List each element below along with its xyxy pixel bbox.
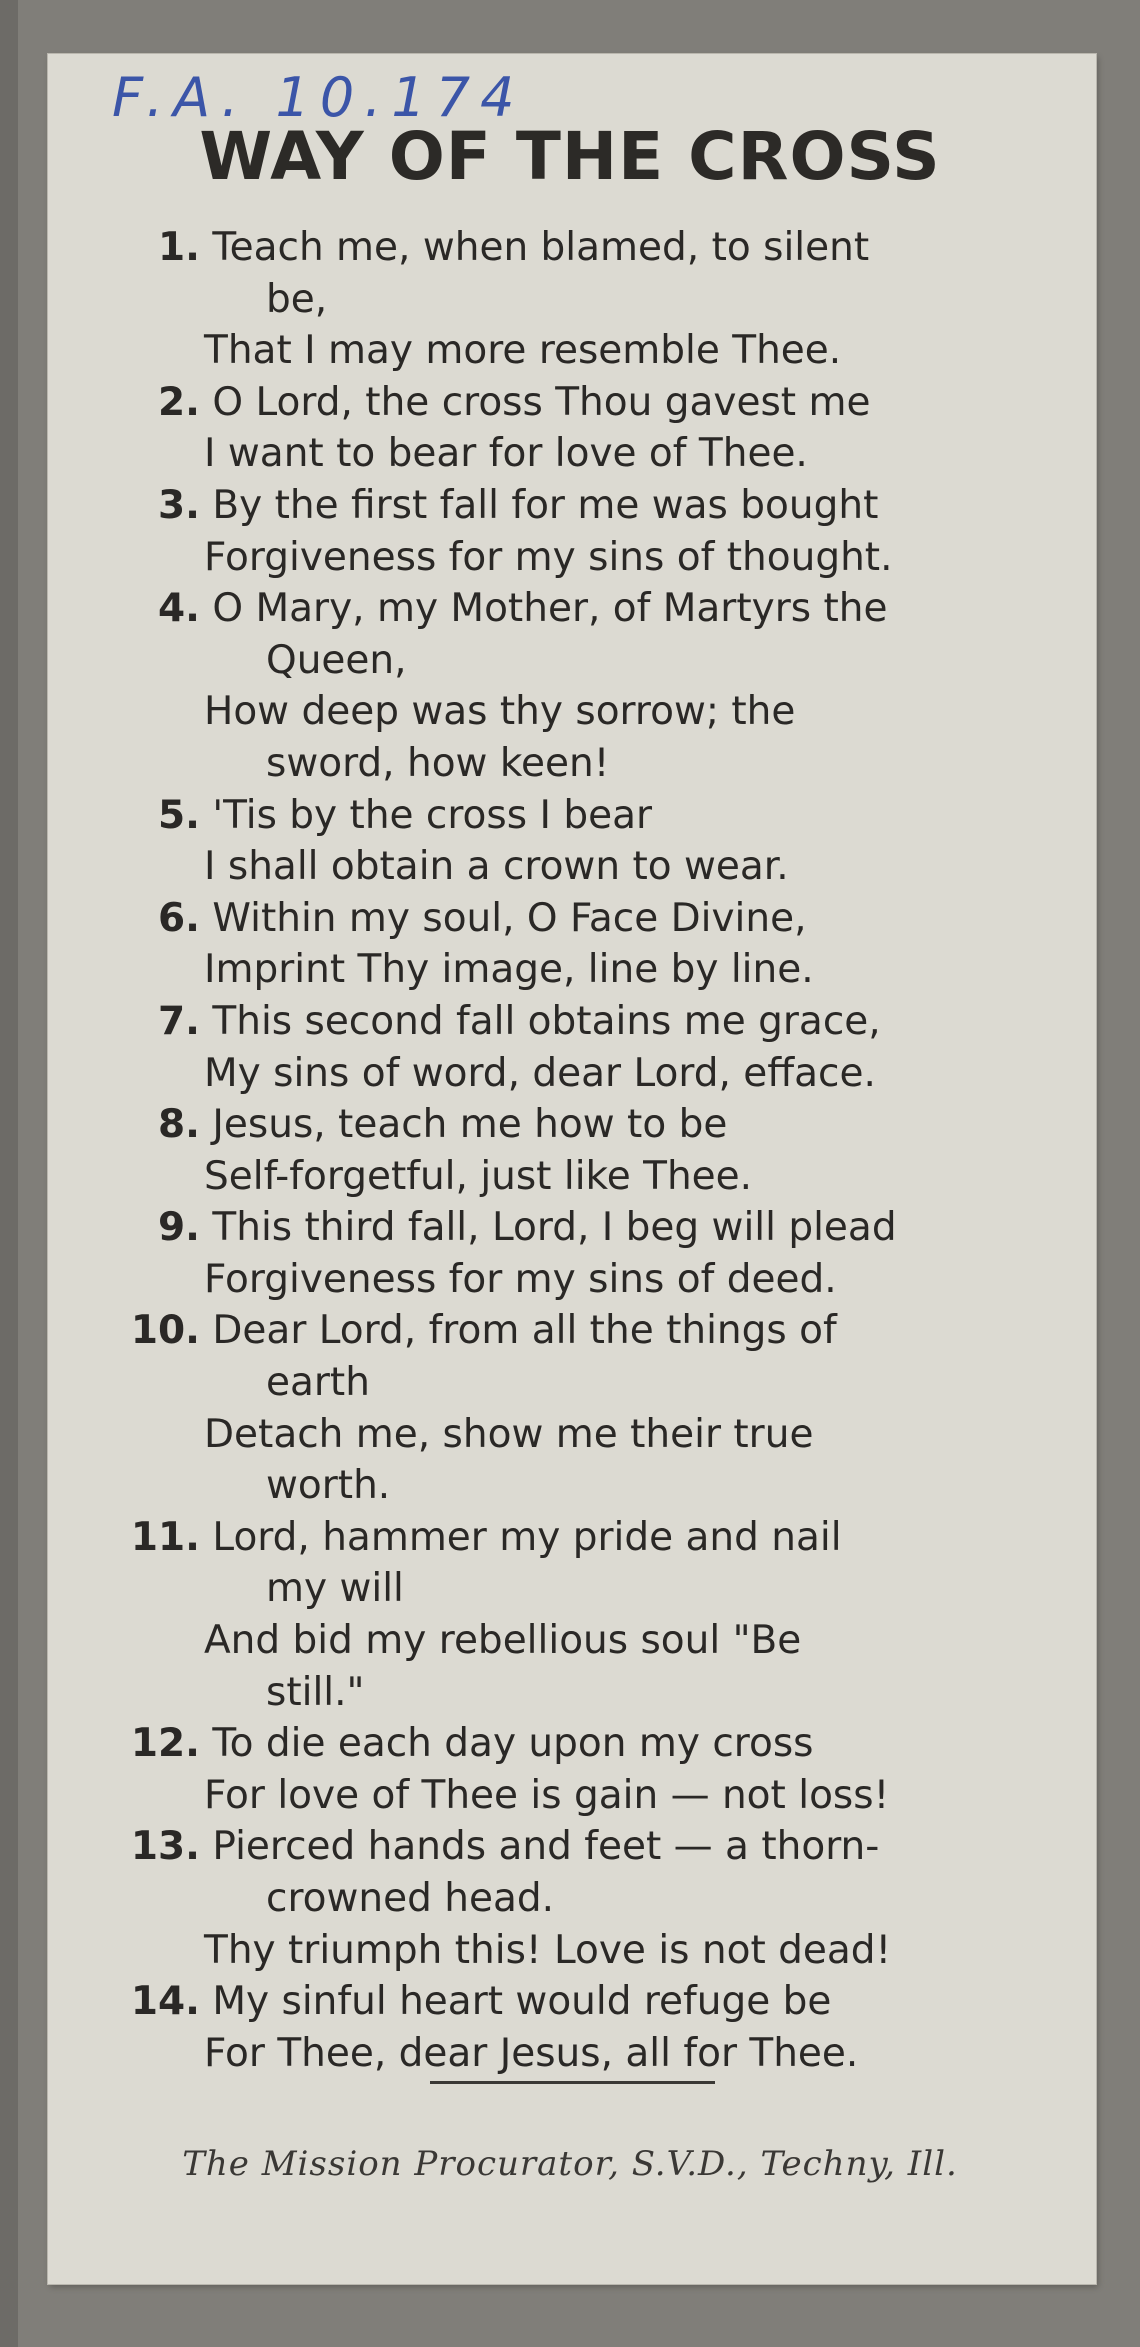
station-line: Lord, hammer my pride and nail xyxy=(212,1514,842,1560)
station-number: 10. xyxy=(130,1308,200,1354)
station-number: 8. xyxy=(158,1102,200,1148)
publisher-footer: The Mission Procurator, S.V.D., Techny, Ill. xyxy=(182,2144,958,2184)
station-item xyxy=(108,222,1008,377)
station-line: This second fall obtains me grace, xyxy=(212,998,881,1044)
station-number: 3. xyxy=(158,482,200,528)
station-line: crowned head. xyxy=(266,1876,555,1921)
station-line: be, xyxy=(266,276,328,322)
station-line: How deep was thy sorrow; the xyxy=(204,689,796,735)
station-number: 9. xyxy=(158,1205,200,1251)
station-line: That I may more resemble Thee. xyxy=(204,328,842,374)
stations-list xyxy=(108,222,1008,2079)
station-line: sword, how keen! xyxy=(266,740,610,786)
station-line: For love of Thee is gain — not loss! xyxy=(204,1772,890,1818)
station-line: O Mary, my Mother, of Martyrs the xyxy=(212,586,888,632)
station-item xyxy=(108,1976,1008,2079)
station-item xyxy=(108,1202,1008,1305)
station-number: 5. xyxy=(158,792,200,838)
station-number: 6. xyxy=(158,895,200,941)
station-line: Forgiveness for my sins of deed. xyxy=(204,1256,837,1302)
station-line: my will xyxy=(266,1566,404,1612)
station-number: 11. xyxy=(130,1514,200,1560)
station-line: 'Tis by the cross I bear xyxy=(212,792,653,838)
station-line: Thy triumph this! Love is not dead! xyxy=(204,1927,892,1973)
station-line: worth. xyxy=(266,1463,391,1509)
station-line: I want to bear for love of Thee. xyxy=(204,431,808,477)
station-line: Within my soul, O Face Divine, xyxy=(212,895,807,941)
station-line: O Lord, the cross Thou gavest me xyxy=(212,379,871,425)
station-line: Forgiveness for my sins of thought. xyxy=(204,534,893,580)
station-line: For Thee, dear Jesus, all for Thee. xyxy=(204,2030,859,2076)
station-line: earth xyxy=(266,1360,370,1406)
station-number: 7. xyxy=(158,998,200,1044)
station-line: still." xyxy=(266,1669,365,1715)
station-line: Pierced hands and feet — a thorn- xyxy=(212,1824,880,1870)
station-line: Teach me, when blamed, to silent xyxy=(212,225,870,270)
handwritten-note: F.A. 10.174 xyxy=(112,66,525,129)
station-item xyxy=(108,377,1008,480)
station-line: Detach me, show me their true xyxy=(204,1411,814,1457)
station-item xyxy=(108,1512,1008,1718)
station-item xyxy=(108,480,1008,583)
station-item xyxy=(108,893,1008,996)
background-mat xyxy=(0,0,18,2347)
station-line: I shall obtain a crown to wear. xyxy=(204,844,789,890)
station-line: To die each day upon my cross xyxy=(212,1721,814,1767)
station-line: And bid my rebellious soul "Be xyxy=(204,1618,802,1664)
divider-rule xyxy=(430,2081,715,2084)
station-line: Imprint Thy image, line by line. xyxy=(204,947,814,993)
station-line: Dear Lord, from all the things of xyxy=(212,1308,837,1354)
station-line: Jesus, teach me how to be xyxy=(212,1102,728,1148)
page-title: WAY OF THE CROSS xyxy=(199,118,941,195)
station-line: My sinful heart would refuge be xyxy=(212,1979,832,2025)
station-item xyxy=(108,1821,1008,1976)
station-line: This third fall, Lord, I beg will plead xyxy=(212,1205,897,1251)
station-line: Self-forgetful, just like Thee. xyxy=(204,1153,753,1199)
station-line: Queen, xyxy=(266,637,407,683)
station-line: By the first fall for me was bought xyxy=(212,482,879,528)
station-number: 2. xyxy=(158,379,200,425)
station-number: 12. xyxy=(130,1721,200,1767)
station-item xyxy=(108,1099,1008,1202)
station-number: 14. xyxy=(130,1979,200,2025)
station-number: 1. xyxy=(158,225,200,270)
station-item xyxy=(108,1305,1008,1511)
station-item xyxy=(108,583,1008,789)
station-item xyxy=(108,996,1008,1099)
station-item xyxy=(108,790,1008,893)
station-number: 4. xyxy=(158,586,200,632)
station-line: My sins of word, dear Lord, efface. xyxy=(204,1050,876,1096)
station-number: 13. xyxy=(130,1824,200,1870)
station-item xyxy=(108,1718,1008,1821)
